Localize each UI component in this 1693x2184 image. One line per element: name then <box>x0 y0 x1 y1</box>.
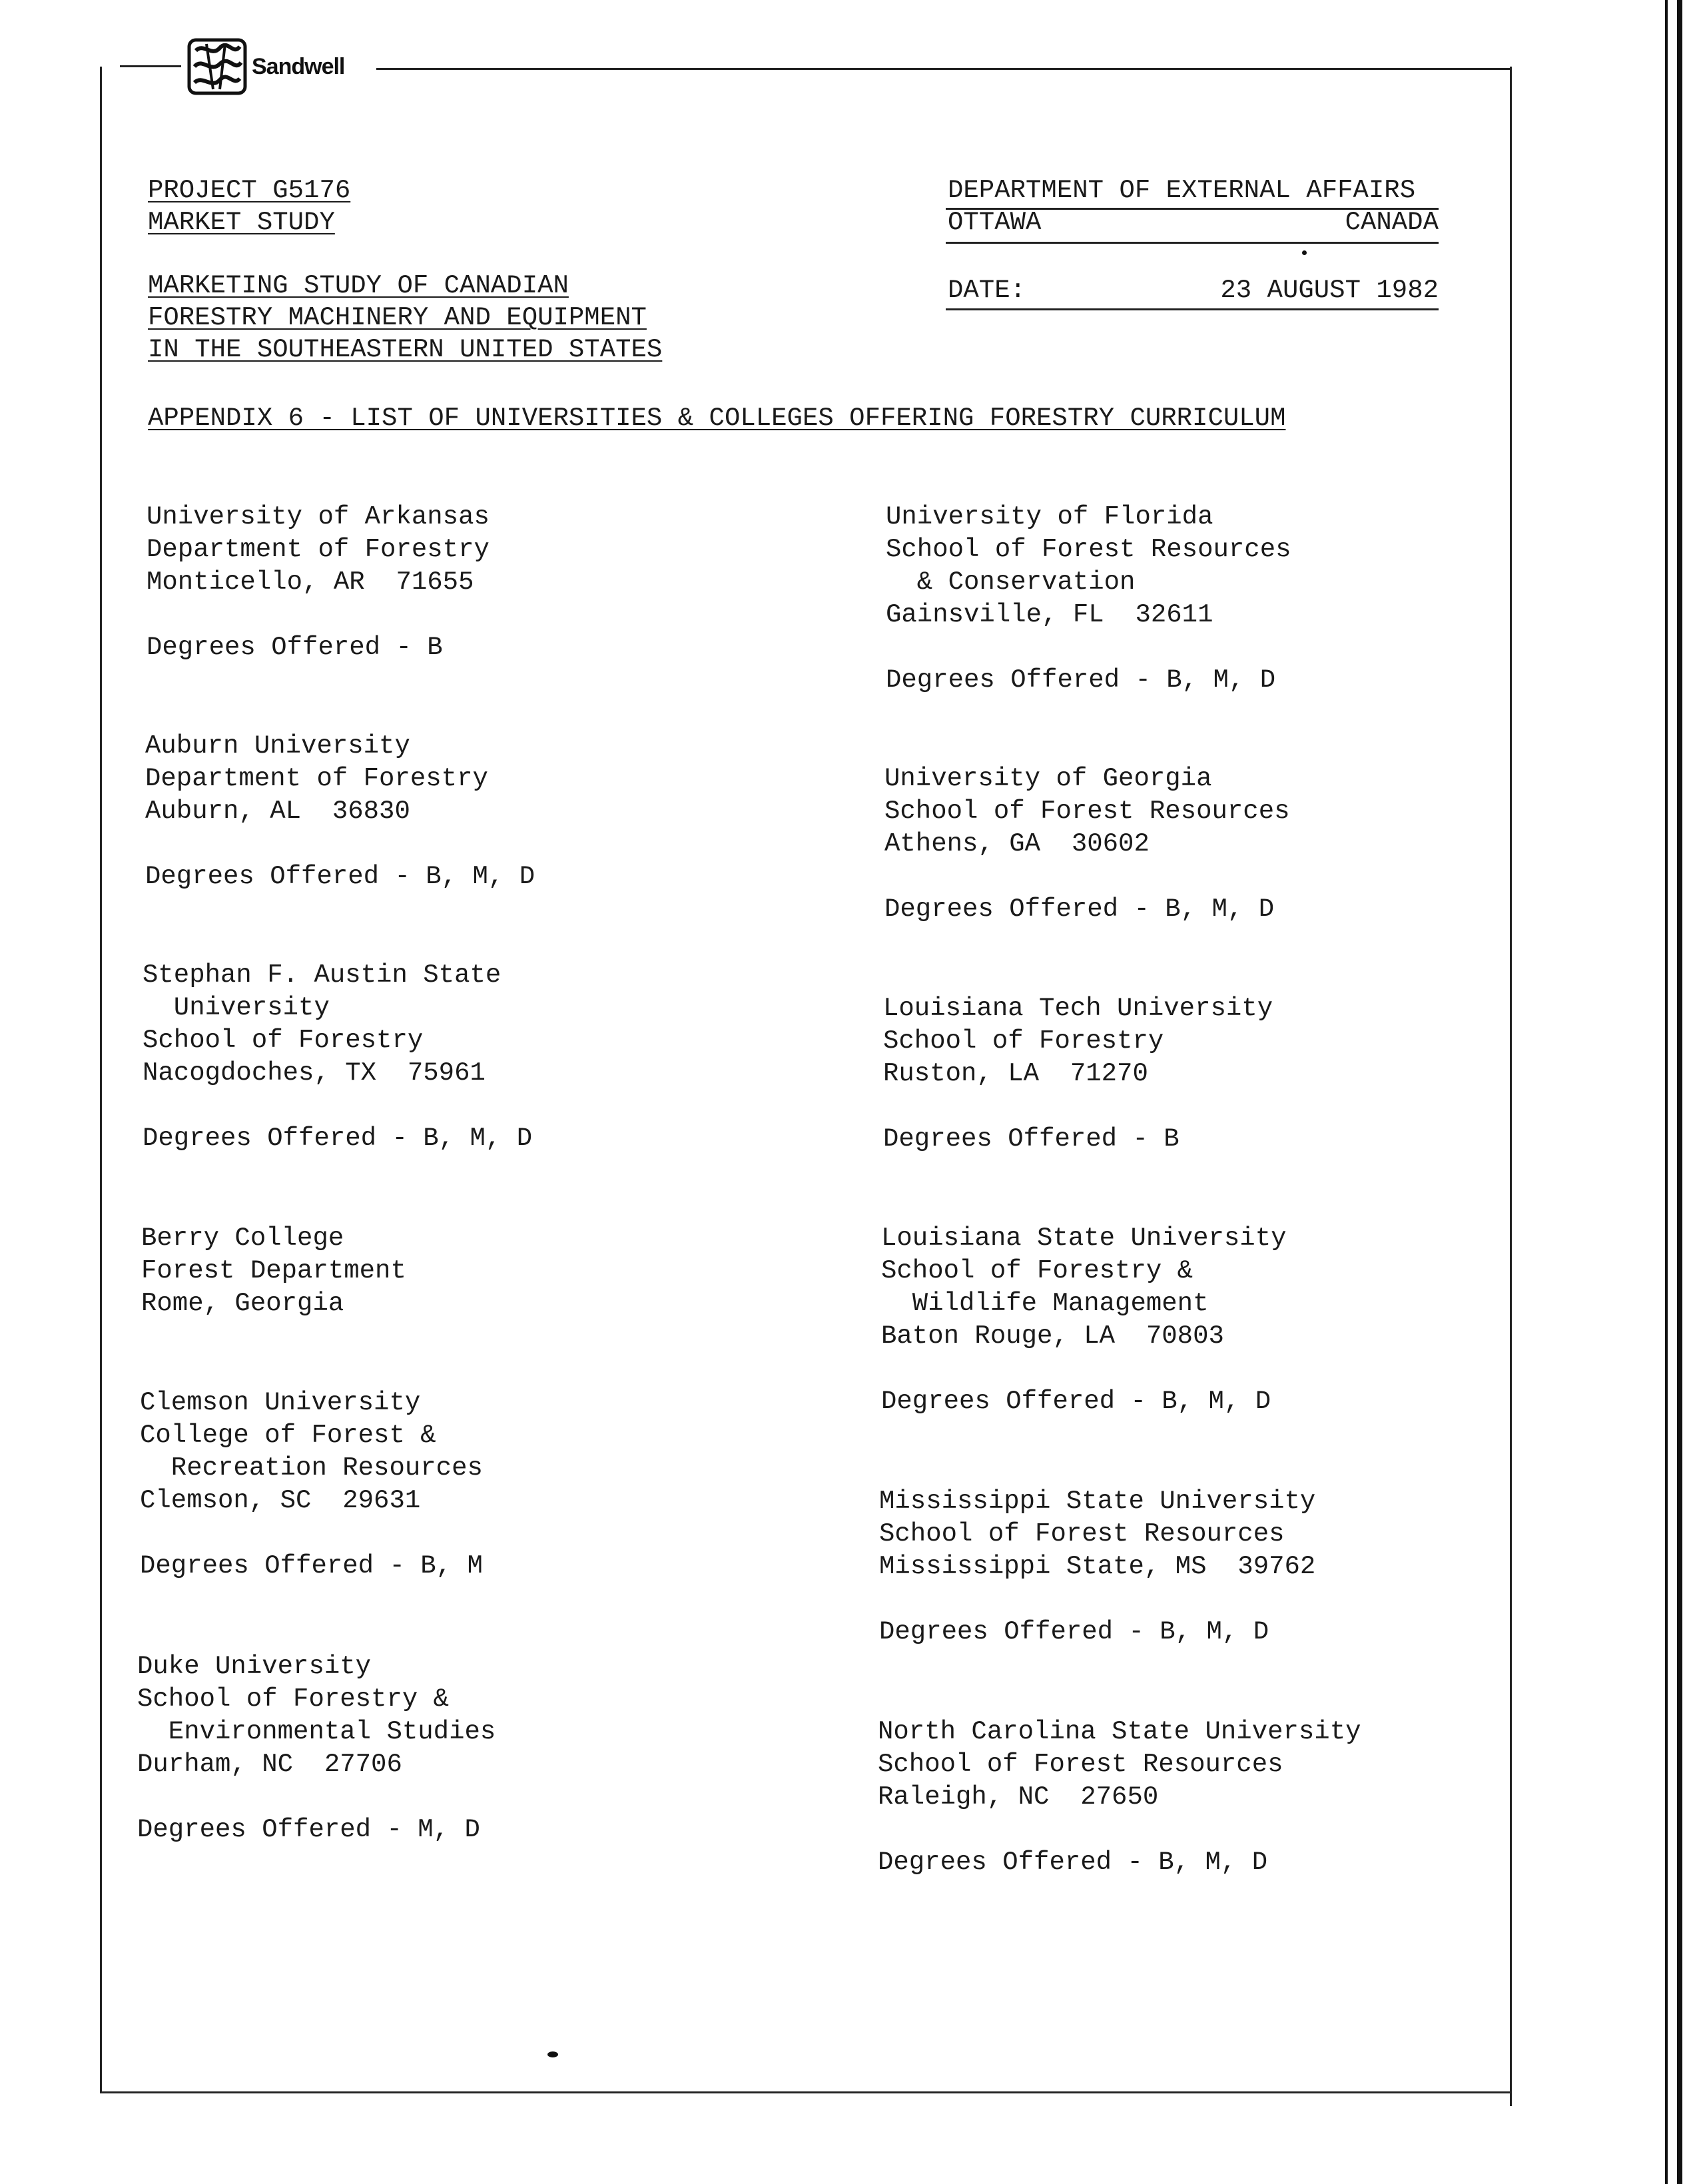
degrees-offered: Degrees Offered - B, M, D <box>879 1617 1269 1646</box>
date-value: 23 AUGUST 1982 <box>1220 276 1439 305</box>
address-line: Baton Rouge, LA 70803 <box>881 1321 1224 1351</box>
study-title-line: FORESTRY MACHINERY AND EQUIPMENT <box>148 303 647 332</box>
address-line: Monticello, AR 71655 <box>147 567 474 597</box>
institution-name: North Carolina State University <box>878 1717 1361 1746</box>
department-line: College of Forest & <box>140 1421 436 1450</box>
frame-top-rule-right <box>376 68 1511 70</box>
address-line: Mississippi State, MS 39762 <box>879 1552 1316 1581</box>
department-line: School of Forestry & <box>881 1256 1193 1285</box>
institution-name: University of Florida <box>886 502 1213 532</box>
address-line: Durham, NC 27706 <box>137 1750 402 1779</box>
company-logo <box>186 37 344 97</box>
institution-name: University of Arkansas <box>147 502 490 532</box>
frame-left-rule <box>100 67 102 2093</box>
department-line: School of Forest Resources <box>878 1750 1283 1779</box>
institution-entry <box>881 1222 1287 1418</box>
institution-entry <box>883 992 1273 1156</box>
sandwell-logo-icon <box>186 37 248 96</box>
city: OTTAWA <box>948 208 1042 237</box>
degrees-offered: Degrees Offered - B, M, D <box>881 1387 1271 1416</box>
study-title-line: MARKETING STUDY OF CANADIAN <box>148 271 569 300</box>
department-line-cont: & Conservation <box>886 567 1136 597</box>
department-line: School of Forestry & <box>137 1684 450 1714</box>
department-line: Department of Forestry <box>145 764 488 793</box>
address-line: Nacogdoches, TX 75961 <box>143 1058 486 1088</box>
department-line-cont: Environmental Studies <box>137 1717 496 1746</box>
project-number: PROJECT G5176 <box>148 176 351 205</box>
address-line: Gainsville, FL 32611 <box>886 600 1213 629</box>
header-rule <box>946 242 1439 244</box>
institution-name: Duke University <box>137 1652 372 1681</box>
institution-entry <box>878 1716 1361 1879</box>
address-line: Rome, Georgia <box>141 1289 344 1318</box>
institution-entry <box>879 1485 1315 1648</box>
institution-name: Louisiana State University <box>881 1224 1287 1253</box>
institution-entry <box>886 501 1291 697</box>
frame-right-rule <box>1510 67 1512 2106</box>
degrees-offered: Degrees Offered - B, M, D <box>884 895 1275 924</box>
degrees-offered: Degrees Offered - B, M, D <box>886 665 1276 695</box>
frame-top-rule-left <box>120 65 181 67</box>
department-line: School of Forest Resources <box>884 797 1290 826</box>
institution-entry <box>145 730 535 893</box>
degrees-offered: Degrees Offered - B, M, D <box>143 1124 533 1153</box>
institution-name-cont: University <box>143 993 330 1022</box>
address-line: Ruston, LA 71270 <box>883 1059 1148 1088</box>
address-line: Clemson, SC 29631 <box>140 1486 421 1515</box>
degrees-offered: Degrees Offered - B <box>147 633 443 662</box>
institution-name: Stephan F. Austin State <box>143 960 502 990</box>
department-line-cont: Recreation Resources <box>140 1453 483 1483</box>
institution-entry <box>137 1650 496 1846</box>
department-line: Department of Forestry <box>147 535 490 564</box>
department-line: School of Forestry <box>143 1026 424 1055</box>
institution-name: Mississippi State University <box>879 1487 1316 1516</box>
institution-name: Clemson University <box>140 1388 421 1417</box>
degrees-offered: Degrees Offered - B <box>883 1124 1180 1154</box>
institution-name: Auburn University <box>145 731 410 761</box>
logo-text: Sandwell <box>252 53 345 79</box>
institution-entry <box>884 763 1290 926</box>
department-line-cont: Wildlife Management <box>881 1289 1209 1318</box>
degrees-offered: Degrees Offered - M, D <box>137 1815 480 1844</box>
department-line: School of Forest Resources <box>886 535 1291 564</box>
degrees-offered: Degrees Offered - B, M <box>140 1551 483 1581</box>
department-name: DEPARTMENT OF EXTERNAL AFFAIRS <box>948 176 1416 205</box>
speck <box>547 2051 558 2057</box>
department-line: School of Forestry <box>883 1026 1164 1056</box>
country: CANADA <box>1345 208 1439 237</box>
institution-entry <box>147 501 490 664</box>
address-line: Raleigh, NC 27650 <box>878 1782 1159 1812</box>
institution-entry <box>141 1222 406 1320</box>
scan-edge-bar <box>1665 0 1668 2184</box>
address-line: Auburn, AL 36830 <box>145 797 410 826</box>
institution-name: Berry College <box>141 1224 344 1253</box>
degrees-offered: Degrees Offered - B, M, D <box>878 1848 1268 1877</box>
speck <box>1302 250 1307 255</box>
date-label: DATE: <box>948 276 1026 305</box>
study-title-line: IN THE SOUTHEASTERN UNITED STATES <box>148 335 663 364</box>
project-type: MARKET STUDY <box>148 208 335 237</box>
degrees-offered: Degrees Offered - B, M, D <box>145 862 535 891</box>
appendix-title: APPENDIX 6 - LIST OF UNIVERSITIES & COLLEGES OFFERING FORESTRY CURRICULUM <box>148 404 1286 433</box>
department-line: Forest Department <box>141 1256 406 1285</box>
department-line: School of Forest Resources <box>879 1519 1285 1549</box>
scan-edge-bar <box>1677 0 1682 2184</box>
header-rule <box>946 308 1439 310</box>
institution-name: University of Georgia <box>884 764 1212 793</box>
institution-entry <box>143 959 532 1155</box>
frame-bottom-rule <box>100 2091 1512 2093</box>
institution-name: Louisiana Tech University <box>883 994 1273 1023</box>
institution-entry <box>140 1387 483 1583</box>
address-line: Athens, GA 30602 <box>884 829 1150 859</box>
